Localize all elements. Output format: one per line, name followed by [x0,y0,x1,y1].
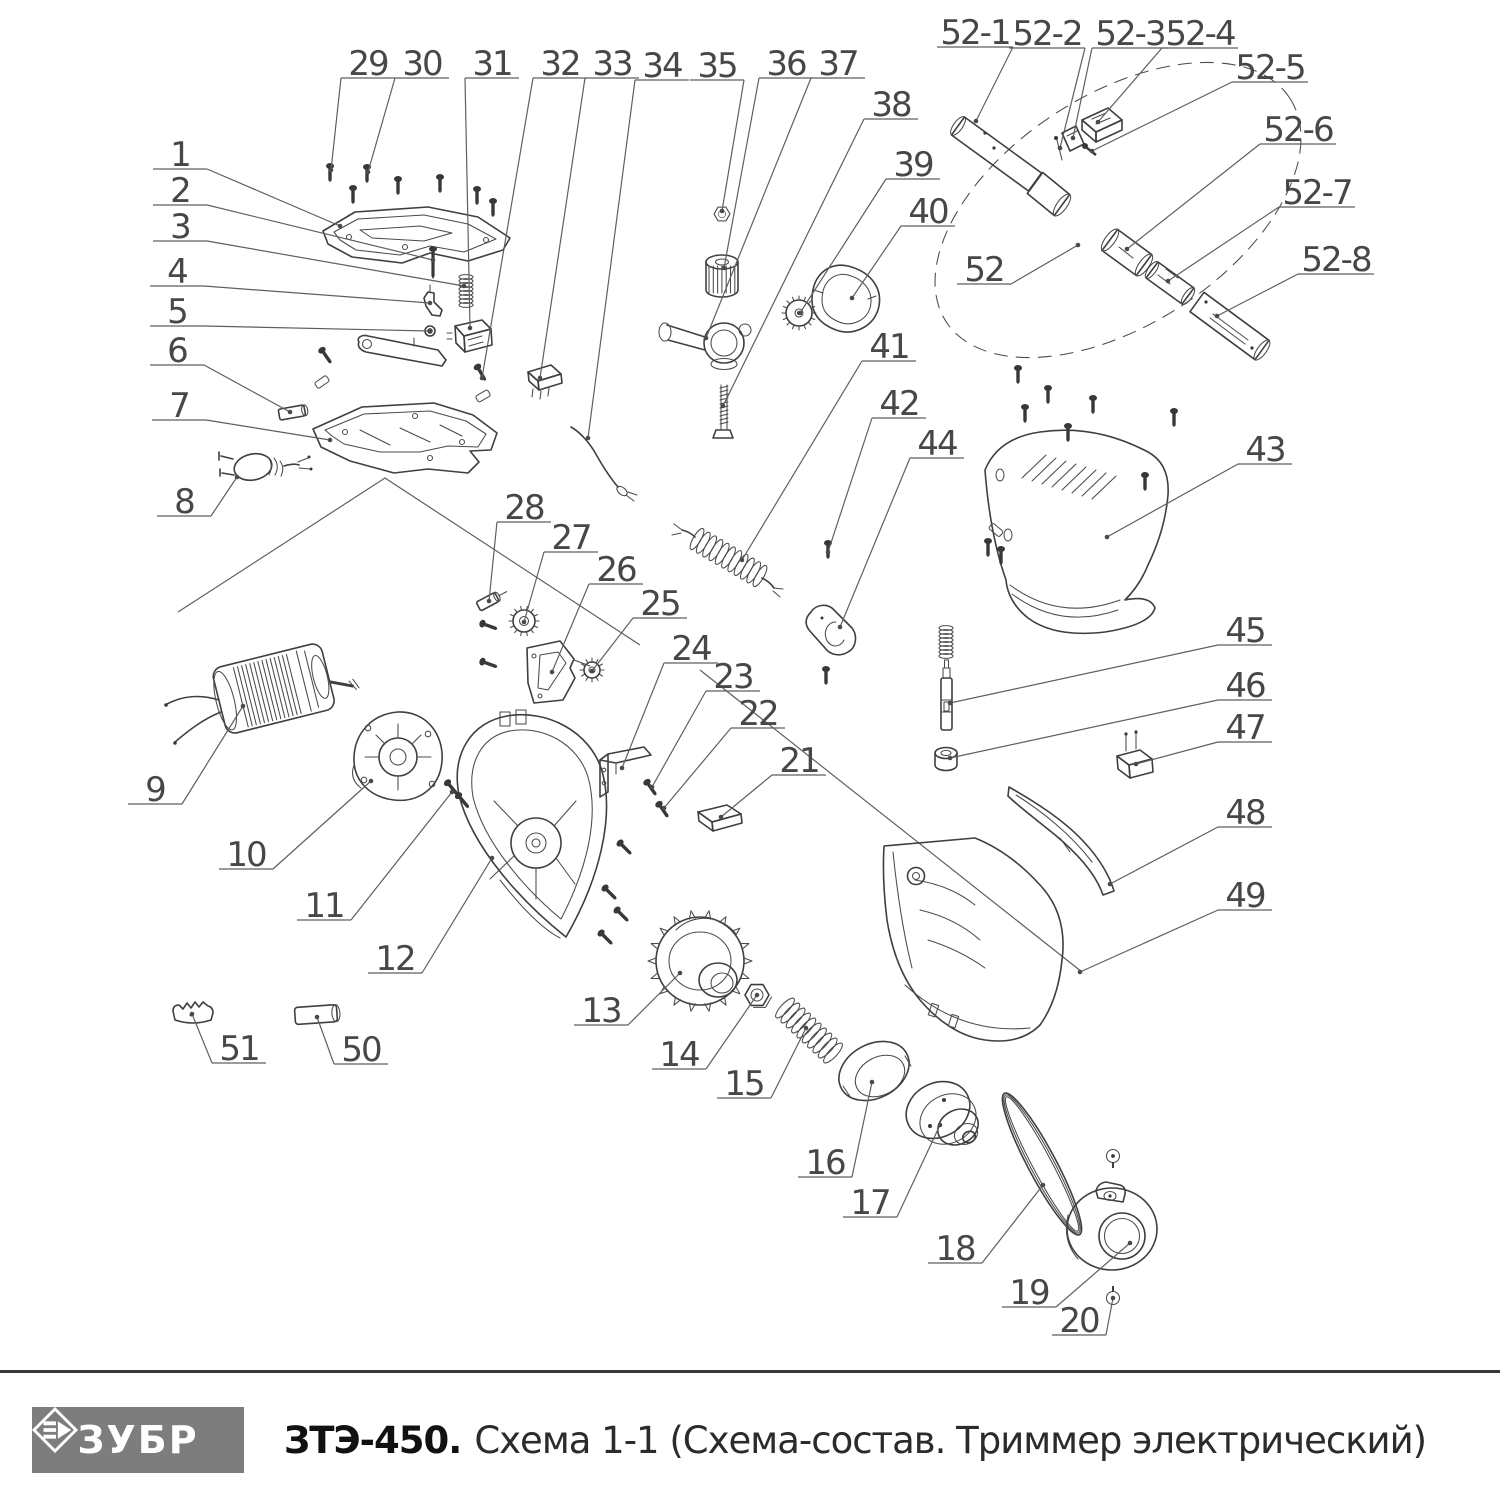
callout-label-2: 2 [170,171,190,211]
part-blade [1008,787,1114,895]
leader-line [206,420,330,440]
leader-line [721,775,772,817]
leader-dot [678,971,683,976]
leader-line [800,179,886,313]
leader-line [1092,82,1232,151]
callout-label-41: 41 [869,327,909,367]
leader-dot [428,301,433,306]
part-trigger-spring [459,275,473,308]
callout-label-50: 50 [341,1030,381,1070]
leader-line [706,995,757,1069]
part-guard [457,710,606,938]
callout-label-12: 12 [375,939,415,979]
leader-line [489,522,497,601]
leader-dot [704,336,709,341]
leader-dot [1108,882,1113,887]
leader-dot [804,1026,809,1031]
zubr-logo [32,1407,244,1473]
leader-line [897,1125,940,1217]
leader-line [351,792,452,920]
leader-dot [1078,970,1083,975]
leader-line [588,80,635,438]
part-wire-spring [672,524,783,597]
callout-label-52-7: 52-7 [1282,173,1352,213]
callout-label-24: 24 [671,629,711,669]
leader-line [1056,1243,1130,1307]
callout-label-5: 5 [167,292,187,332]
leader-dot [241,704,246,709]
leader-dot [288,410,293,415]
leader-line [207,205,433,260]
leader-dot [329,168,334,173]
part-bracket [600,747,651,797]
leader-line [182,706,243,804]
leader-line [771,1028,806,1098]
callout-label-42: 42 [879,384,919,424]
callout-label-31: 31 [472,44,512,84]
leader-dot [522,620,527,625]
leader-dot [798,311,803,316]
leader-dot [366,170,371,175]
callout-label-19: 19 [1009,1273,1049,1313]
schema-subtitle: Схема 1-1 (Схема-состав. Триммер электрический) [474,1418,1427,1462]
part-lock-lever [358,335,446,366]
leader-dot [974,119,979,124]
callout-label-23: 23 [713,657,753,697]
part-head-spring [773,996,845,1066]
leader-line [722,80,744,211]
leader-line [540,78,585,378]
part-connector [528,365,562,399]
callout-label-47: 47 [1225,708,1265,748]
leader-dot [190,1012,195,1017]
leader-dot [719,815,724,820]
leader-line [1080,910,1218,972]
callout-label-32: 32 [540,44,580,84]
part-drive-shaft [935,626,957,771]
leader-line [204,326,430,331]
leader-line [317,1017,334,1064]
callout-label-1: 1 [170,135,190,175]
leader-line [1107,464,1238,537]
leader-line [628,973,680,1025]
callout-label-28: 28 [504,488,544,528]
leader-line [1110,827,1218,884]
part-shaft-end [476,587,509,611]
footer [32,1407,1426,1473]
leader-dot [1041,1183,1046,1188]
leader-dot [1215,314,1220,319]
parts-layer [164,2,1352,1305]
leader-dot [538,376,543,381]
leader-line [976,47,1013,121]
leader-line [982,1185,1043,1263]
leader-dot [550,670,555,675]
leader-dot [490,856,495,861]
leader-dot [755,993,760,998]
leader-dot [1134,762,1139,767]
leader-line [950,645,1218,703]
leader-dot [662,806,667,811]
callout-label-17: 17 [850,1183,890,1223]
callout-label-52-3: 52-3 [1095,14,1165,54]
leader-dot [1166,279,1171,284]
leader-dot [948,701,953,706]
leader-dot [740,558,745,563]
callout-label-22: 22 [738,694,778,734]
leader-line [1136,742,1218,764]
leader-dot [650,785,655,790]
leader-line [723,119,864,406]
callout-label-40: 40 [908,192,948,232]
leader-dot [338,224,343,229]
part-motor [164,635,362,744]
leader-line [204,365,290,412]
callout-label-20: 20 [1059,1301,1099,1341]
leader-dot [1128,1241,1133,1246]
leader-dot [938,1123,943,1128]
part-loop-handle [812,265,880,332]
callout-label-10: 10 [226,835,266,875]
leader-line [204,286,430,303]
leader-dot [1096,120,1101,125]
leader-line [482,78,533,378]
leader-dot [620,766,625,771]
leader-dot [870,1080,875,1085]
leader-line [1011,245,1078,284]
leader-dot [369,779,374,784]
callout-label-11: 11 [304,886,344,926]
callout-label-4: 4 [167,252,187,292]
callout-label-52-5: 52-5 [1235,48,1305,88]
callout-label-14: 14 [659,1035,699,1075]
part-lower-housing [313,403,497,473]
callout-label-35: 35 [697,46,737,86]
callout-label-38: 38 [871,85,911,125]
callout-label-52: 52 [964,250,1004,290]
callout-label-36: 36 [766,44,806,84]
leader-dot [315,1015,320,1020]
callout-label-27: 27 [551,518,591,558]
leader-dot [838,625,843,630]
callout-label-21: 21 [779,741,819,781]
callout-label-48: 48 [1225,793,1265,833]
callout-label-13: 13 [581,991,621,1031]
part-fan-gear [648,911,752,1011]
leader-dot [328,438,333,443]
leader-line [622,663,664,768]
part-terminal-block [1117,730,1153,778]
leader-dot [1105,535,1110,540]
leader-line [552,584,589,672]
leader-dot [1111,1296,1116,1301]
callout-label-8: 8 [174,482,194,522]
callout-label-51: 51 [219,1029,259,1069]
callout-label-18: 18 [935,1229,975,1269]
callout-label-44: 44 [917,424,957,464]
callout-label-37: 37 [818,44,858,84]
callout-label-52-4: 52-4 [1165,14,1235,54]
callout-label-25: 25 [640,584,680,624]
leader-dot [1090,149,1095,154]
leader-line [368,78,395,172]
callout-label-6: 6 [167,331,187,371]
callout-label-29: 29 [348,44,388,84]
part-upper-housing [323,207,510,263]
callout-label-7: 7 [169,386,189,426]
leader-dot [586,436,591,441]
leader-dot [450,790,455,795]
part-clamp-assembly [659,207,751,438]
leader-dot [1125,247,1130,252]
leader-dot [590,669,595,674]
leader-line [828,418,872,552]
part-pulley [896,1071,985,1154]
leader-dot [1058,146,1063,151]
leader-dot [720,209,725,214]
leader-line [211,477,237,516]
callout-label-49: 49 [1225,876,1265,916]
leader-line [706,78,811,338]
leader-dot [431,258,436,263]
callout-label-52-1: 52-1 [940,13,1010,53]
part-power-plug [219,450,313,483]
part-head-housing [883,838,1063,1041]
callout-label-39: 39 [893,145,933,185]
logo-text: ЗУБР [77,1418,199,1462]
leader-dot [480,376,485,381]
callout-label-15: 15 [724,1064,764,1104]
leader-dot [826,550,831,555]
callout-label-34: 34 [642,46,682,86]
leader-line [1168,207,1279,281]
leader-dot [1071,136,1076,141]
callout-label-52-6: 52-6 [1263,110,1333,150]
leader-line [724,78,759,268]
callout-label-3: 3 [170,207,190,247]
callout-label-16: 16 [805,1143,845,1183]
leader-line [207,169,340,226]
callout-label-43: 43 [1245,430,1285,470]
page-title [284,1419,1426,1462]
leader-line [331,78,341,170]
part-motor-plate [353,712,443,800]
callout-label-33: 33 [592,44,632,84]
leader-line [652,691,706,787]
leader-dot [721,404,726,409]
leader-line [422,858,492,973]
part-ring [829,1030,920,1112]
leader-dot [468,326,473,331]
model-number: ЗТЭ-450. [284,1418,462,1462]
leader-line [852,1082,872,1177]
leader-dot [235,475,240,480]
footer-divider [0,1370,1500,1373]
leader-line [1098,48,1162,122]
leader-line [950,700,1218,758]
zubr-logo-icon [32,1407,78,1453]
callout-label-9: 9 [145,770,165,810]
leader-line [664,728,731,808]
callout-label-45: 45 [1225,611,1265,651]
leader-line [273,781,371,869]
leader-dot [462,284,467,289]
part-belt [992,1087,1092,1241]
part-coupler [806,605,855,654]
part-trigger [424,285,442,316]
leader-dot [722,266,727,271]
callout-label-46: 46 [1225,666,1265,706]
part-cylinder-pin [294,1004,340,1024]
leader-line [592,618,633,671]
leader-dot [948,756,953,761]
leader-line [524,552,544,622]
part-motor-cover [985,430,1168,633]
callout-label-52-8: 52-8 [1301,240,1371,280]
part-long-screw [429,246,437,279]
leader-dot [487,599,492,604]
callout-label-52-2: 52-2 [1012,14,1082,54]
part-pin [278,404,308,420]
leader-dot [850,296,855,301]
leader-line [1217,274,1298,316]
part-bracket-plate [527,641,590,703]
leader-dot [1076,243,1081,248]
leader-dot [428,329,433,334]
callout-label-30: 30 [402,44,442,84]
callout-label-26: 26 [596,550,636,590]
leader-line [742,361,862,560]
part-cable [571,427,637,501]
